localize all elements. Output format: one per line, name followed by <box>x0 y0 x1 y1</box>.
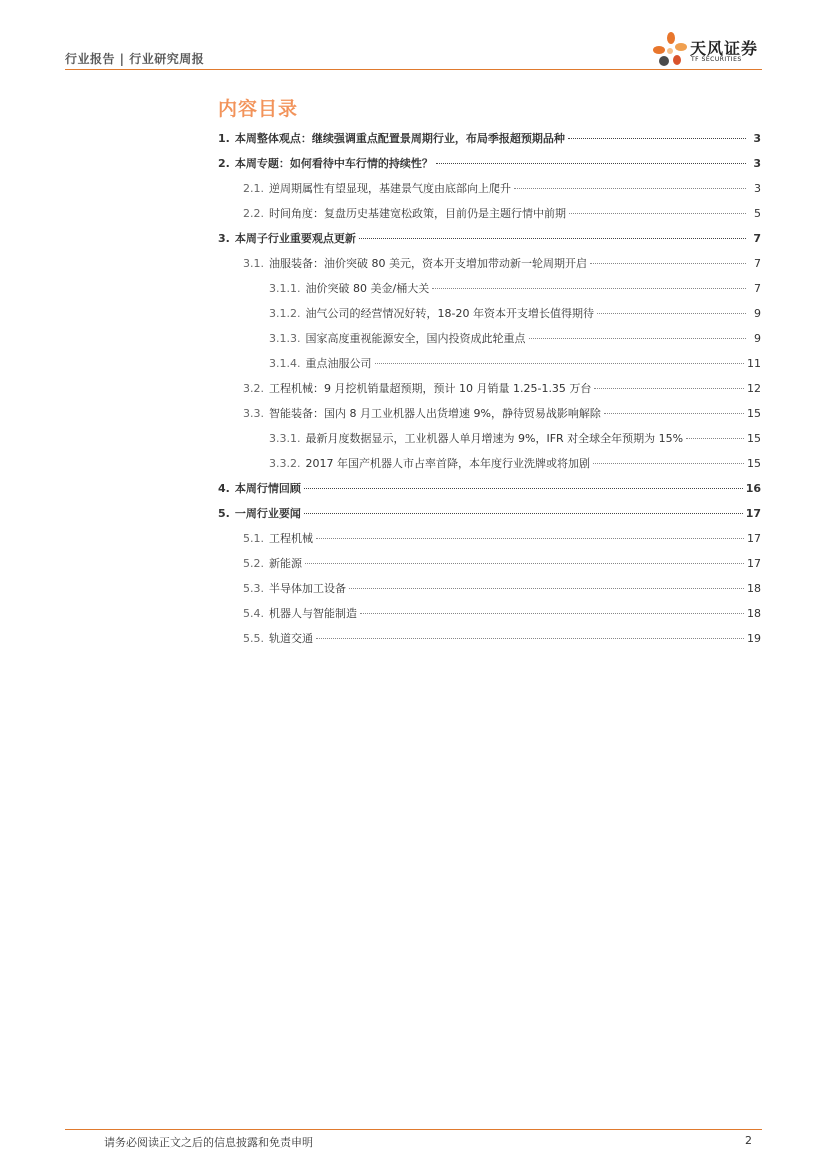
toc-entry[interactable] <box>269 280 761 296</box>
toc-entry-title: 油价突破 80 美金/桶大关 <box>305 282 430 295</box>
toc-entry-page: 17 <box>747 557 761 570</box>
toc-entry-title: 智能装备：国内 8 月工业机器人出货增速 9%，静待贸易战影响解除 <box>269 407 601 420</box>
toc-entry-page: 15 <box>747 432 761 445</box>
toc-entry[interactable] <box>269 330 761 346</box>
toc-entry-page: 18 <box>747 582 761 595</box>
logo-mark-icon <box>650 30 690 70</box>
toc-entry[interactable] <box>243 605 761 621</box>
toc-entry-title: 本周子行业重要观点更新 <box>234 232 356 245</box>
toc-entry-page: 5 <box>754 207 761 220</box>
toc-entry-page: 3 <box>753 157 761 170</box>
toc-dot-leader <box>594 388 744 389</box>
toc-entry-number: 5. <box>218 507 230 520</box>
toc-entry-page: 7 <box>754 257 761 270</box>
toc-entry-number: 3.3.1. <box>269 432 301 445</box>
toc-dot-leader <box>360 613 744 614</box>
toc-entry-title: 油气公司的经营情况好转，18-20 年资本开支增长值得期待 <box>305 307 594 320</box>
toc-entry[interactable] <box>243 380 761 396</box>
toc-entry-title: 一周行业要闻 <box>234 507 301 520</box>
footer-divider <box>65 1129 762 1130</box>
toc-dot-leader <box>304 513 743 514</box>
toc-entry-number: 3.1.1. <box>269 282 301 295</box>
toc-entry-number: 1. <box>218 132 230 145</box>
toc-entry-title: 机器人与智能制造 <box>269 607 357 620</box>
toc-dot-leader <box>569 213 746 214</box>
toc-entry-page: 12 <box>747 382 761 395</box>
toc-entry[interactable] <box>269 455 761 471</box>
toc-dot-leader <box>568 138 746 139</box>
toc-entry-page: 15 <box>747 407 761 420</box>
toc-entry-number: 3.1.4. <box>269 357 301 370</box>
toc-entry[interactable] <box>243 205 761 221</box>
logo-name: 天风证券 <box>690 39 759 58</box>
toc-entry-title: 2017 年国产机器人市占率首降，本年度行业洗牌或将加剧 <box>305 457 590 470</box>
toc-dot-leader <box>604 413 744 414</box>
toc-entry-page: 9 <box>754 307 761 320</box>
toc-entry-number: 5.5. <box>243 632 264 645</box>
toc-entry[interactable] <box>243 530 761 546</box>
toc-entry[interactable] <box>243 555 761 571</box>
toc-entry[interactable] <box>269 355 761 371</box>
toc-entry[interactable] <box>243 630 761 646</box>
toc-entry-title: 本周专题：如何看待中车行情的持续性？ <box>234 157 433 170</box>
toc-dot-leader <box>514 188 746 189</box>
toc-dot-leader <box>529 338 747 339</box>
toc-entry-title: 半导体加工设备 <box>269 582 346 595</box>
toc-entry-title: 油服装备：油价突破 80 美元，资本开支增加带动新一轮周期开启 <box>269 257 587 270</box>
tf-securities-logo <box>650 30 765 70</box>
toc-dot-leader <box>304 488 743 489</box>
toc-dot-leader <box>316 538 744 539</box>
toc-entry-title: 本周整体观点：继续强调重点配置景周期行业，布局季报超预期品种 <box>234 132 565 145</box>
toc-entry-number: 3.2. <box>243 382 264 395</box>
toc-entry-title: 新能源 <box>269 557 302 570</box>
toc-entry[interactable] <box>243 255 761 271</box>
toc-entry-number: 3.1.2. <box>269 307 301 320</box>
toc-entry[interactable] <box>243 405 761 421</box>
report-breadcrumb: 行业报告 | 行业研究周报 <box>65 52 205 66</box>
toc-dot-leader <box>593 463 744 464</box>
toc-entry-page: 3 <box>753 132 761 145</box>
toc-entry-number: 5.3. <box>243 582 264 595</box>
toc-entry-title: 工程机械 <box>269 532 313 545</box>
toc-entry-title: 轨道交通 <box>269 632 313 645</box>
toc-entry-page: 19 <box>747 632 761 645</box>
toc-dot-leader <box>590 263 746 264</box>
toc-dot-leader <box>359 238 746 239</box>
toc-entry-title: 时间角度：复盘历史基建宽松政策，目前仍是主题行情中前期 <box>269 207 566 220</box>
toc-entry-page: 17 <box>747 532 761 545</box>
toc-entry-title: 工程机械：9 月挖机销量超预期，预计 10 月销量 1.25-1.35 万台 <box>269 382 592 395</box>
toc-entry-number: 3.1. <box>243 257 264 270</box>
toc-entry-number: 4. <box>218 482 230 495</box>
toc-entry-page: 16 <box>745 482 761 495</box>
toc-entry-page: 7 <box>753 232 761 245</box>
toc-dot-leader <box>686 438 744 439</box>
toc-entry-number: 5.2. <box>243 557 264 570</box>
toc-entry-number: 3. <box>218 232 230 245</box>
toc-entry[interactable] <box>269 430 761 446</box>
toc-entry-page: 18 <box>747 607 761 620</box>
toc-dot-leader <box>349 588 744 589</box>
toc-dot-leader <box>597 313 746 314</box>
toc-entry-number: 5.1. <box>243 532 264 545</box>
toc-entry-page: 9 <box>754 332 761 345</box>
toc-entry[interactable] <box>218 480 761 496</box>
toc-entry[interactable] <box>243 180 761 196</box>
toc-dot-leader <box>316 638 744 639</box>
toc-entry-title: 最新月度数据显示，工业机器人单月增速为 9%，IFR 对全球全年预期为 15% <box>305 432 684 445</box>
toc-title: 内容目录 <box>218 98 299 120</box>
toc-entry-page: 15 <box>747 457 761 470</box>
toc-dot-leader <box>375 363 745 364</box>
page-number: 2 <box>745 1134 752 1147</box>
disclaimer-note: 请务必阅读正文之后的信息披露和免责申明 <box>104 1136 313 1149</box>
toc-entry-title: 本周行情回顾 <box>234 482 301 495</box>
toc-entry[interactable] <box>218 130 761 146</box>
toc-entry-number: 3.3. <box>243 407 264 420</box>
toc-entry-number: 5.4. <box>243 607 264 620</box>
toc-entry[interactable] <box>218 155 761 171</box>
toc-entry-number: 2.2. <box>243 207 264 220</box>
toc-dot-leader <box>305 563 744 564</box>
toc-entry[interactable] <box>269 305 761 321</box>
toc-dot-leader <box>436 163 746 164</box>
header-divider <box>65 69 762 70</box>
toc-entry-number: 2. <box>218 157 230 170</box>
toc-entry-title: 国家高度重视能源安全，国内投资成此轮重点 <box>305 332 526 345</box>
toc-entry[interactable] <box>243 580 761 596</box>
toc-entry[interactable] <box>218 505 761 521</box>
toc-entry-number: 2.1. <box>243 182 264 195</box>
toc-entry-number: 3.3.2. <box>269 457 301 470</box>
toc-entry-title: 逆周期属性有望显现，基建景气度由底部向上爬升 <box>269 182 511 195</box>
toc-entry-title: 重点油服公司 <box>305 357 372 370</box>
toc-entry-page: 3 <box>754 182 761 195</box>
toc-entry-page: 17 <box>745 507 761 520</box>
logo-subtitle: TF SECURITIES <box>691 56 742 63</box>
toc-entry-page: 7 <box>754 282 761 295</box>
toc-entry-number: 3.1.3. <box>269 332 301 345</box>
toc-dot-leader <box>432 288 746 289</box>
toc-entry[interactable] <box>218 230 761 246</box>
toc-entry-page: 11 <box>747 357 761 370</box>
